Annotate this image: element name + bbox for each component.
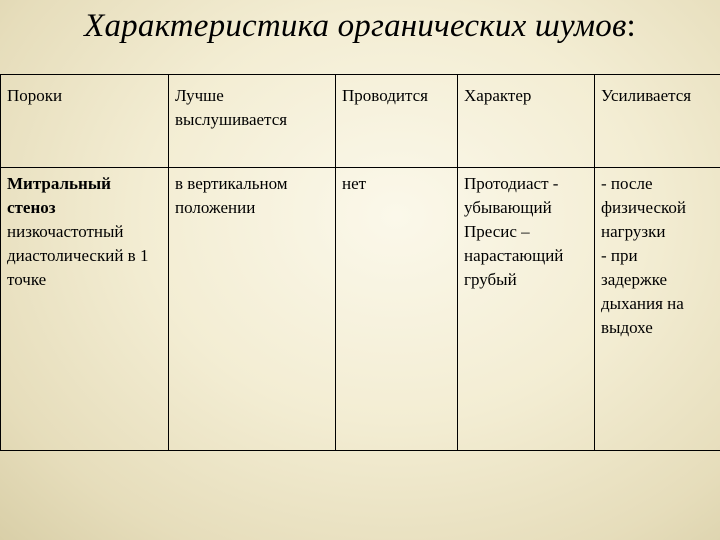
- header-cell-conducted: Проводится: [336, 75, 458, 168]
- cell-conducted: нет: [336, 168, 458, 451]
- cell-defect: [1, 168, 169, 451]
- table-row: [1, 168, 720, 451]
- slide-title: [0, 6, 720, 46]
- table-header-row: [1, 75, 720, 168]
- defect-description: низкочастотный диастолический в 1 точке: [7, 222, 149, 289]
- header-cell-intensifies: Усиливается: [595, 75, 720, 168]
- cell-character: Протодиаст - убывающий Пресис – нарастающий грубый: [458, 168, 595, 451]
- slide-title-text: Характеристика органических шумов: [84, 8, 627, 44]
- cell-best-heard: в вертикальном положении: [169, 168, 336, 451]
- cell-intensifies: - после физической нагрузки - при задержке дыхания на выдохе: [595, 168, 720, 451]
- header-cell-best-heard: Лучше выслушивается: [169, 75, 336, 168]
- defect-name: Митральный стеноз: [7, 174, 111, 217]
- header-cell-defects: Пороки: [1, 75, 169, 168]
- noise-characteristics-table: [0, 74, 720, 451]
- slide-title-colon: :: [626, 8, 636, 44]
- header-cell-character: Характер: [458, 75, 595, 168]
